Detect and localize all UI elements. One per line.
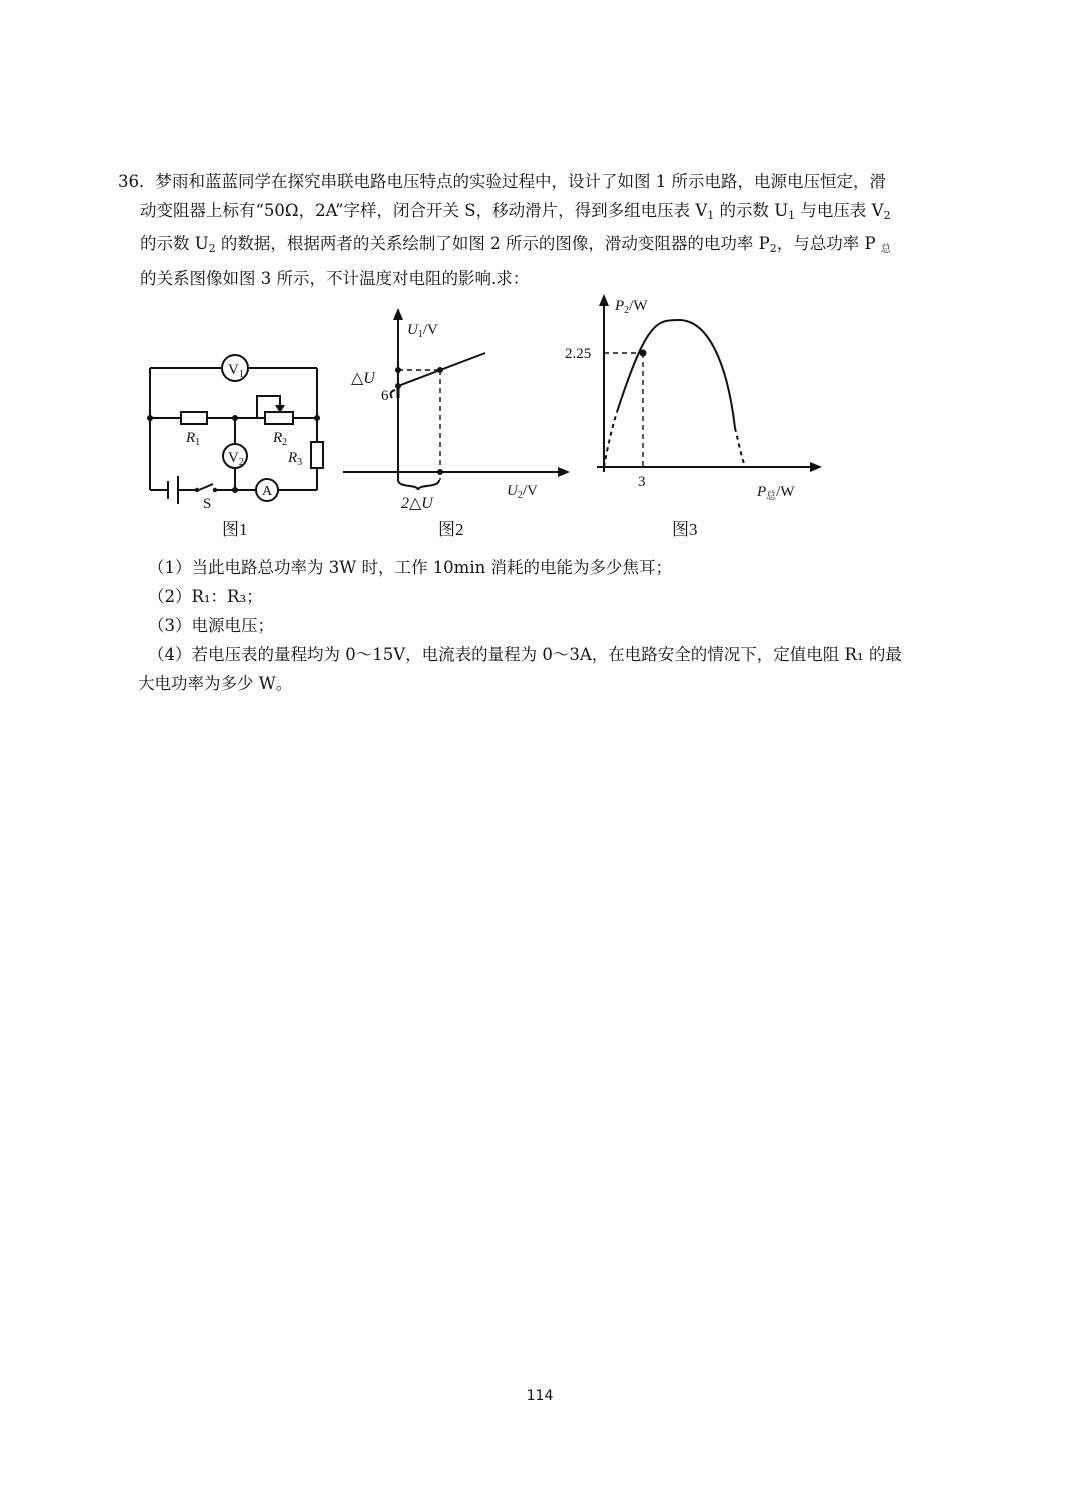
fig2-y-label: $U_1/V$ bbox=[407, 322, 438, 340]
figure-2-graph bbox=[343, 290, 583, 545]
figure-3-graph bbox=[557, 290, 817, 545]
problem-line-4: 的关系图像如图 3 所示，不计温度对电阻的影响.求： bbox=[140, 268, 530, 288]
fig3-x-tick-3: 3 bbox=[638, 474, 646, 490]
x-axis-arrow bbox=[810, 462, 822, 472]
figures-row bbox=[135, 290, 835, 545]
figure-3-caption: 图3 bbox=[672, 520, 698, 539]
problem-line-1: 36．梦雨和蓝蓝同学在探究串联电路电压特点的实验过程中，设计了如图 1 所示电路，电源电压恒定，滑 bbox=[118, 172, 886, 191]
r2-label: $R_2$ bbox=[273, 430, 288, 448]
v1-label: $V_1$ bbox=[228, 362, 244, 380]
fig2-two-delta-u: 2△U bbox=[401, 495, 433, 512]
page-number: 114 bbox=[526, 1388, 554, 1404]
question-4-continued: 大电功率为多少 W。 bbox=[138, 674, 293, 693]
fig2-y-tick-6: 6 bbox=[381, 388, 389, 404]
y-axis-arrow bbox=[599, 294, 609, 306]
problem-line-2: 动变阻器上标有“50Ω，2A”字样，闭合开关 S，移动滑片，得到多组电压表 $V_1$ 的示数 $U_1$ 与电压表 $V_2$ bbox=[140, 200, 891, 222]
fig2-x-label: $U_2/V$ bbox=[507, 483, 538, 501]
fig2-delta-u: △U bbox=[351, 370, 375, 387]
fig3-y-label: $P_2/W$ bbox=[615, 298, 648, 316]
switch-label: S bbox=[203, 496, 212, 512]
figure-1-caption: 图1 bbox=[222, 520, 248, 539]
ammeter-label: A bbox=[262, 484, 273, 499]
problem-statement bbox=[118, 168, 968, 293]
fig3-x-label: $P_总/W$ bbox=[757, 484, 795, 502]
questions bbox=[138, 553, 978, 698]
problem-line-3: 的示数 $U_2$ 的数据，根据两者的关系绘制了如图 2 所示的图像，滑动变阻器的电功率 $P_2$，与总功率 P 总 bbox=[140, 234, 891, 255]
v2-label: $V_2$ bbox=[228, 450, 244, 468]
figure-2-caption: 图2 bbox=[438, 520, 464, 539]
question-2: （2）R₁：R₃； bbox=[148, 587, 263, 606]
fig3-y-tick-2-25: 2.25 bbox=[565, 346, 592, 362]
question-3: （3）电源电压； bbox=[148, 616, 274, 635]
y-axis-arrow bbox=[393, 308, 403, 320]
r1-label: $R_1$ bbox=[186, 430, 201, 448]
question-4: （4）若电压表的量程均为 0～15V，电流表的量程为 0～3A，在电路安全的情况下，定值电阻 R₁ 的最 bbox=[148, 645, 902, 664]
problem-number: 36． bbox=[118, 172, 156, 191]
question-1: （1）当此电路总功率为 3W 时，工作 10min 消耗的电能为多少焦耳； bbox=[148, 558, 672, 577]
r3-label: $R_3$ bbox=[288, 450, 303, 468]
figure-1-circuit bbox=[135, 290, 335, 545]
